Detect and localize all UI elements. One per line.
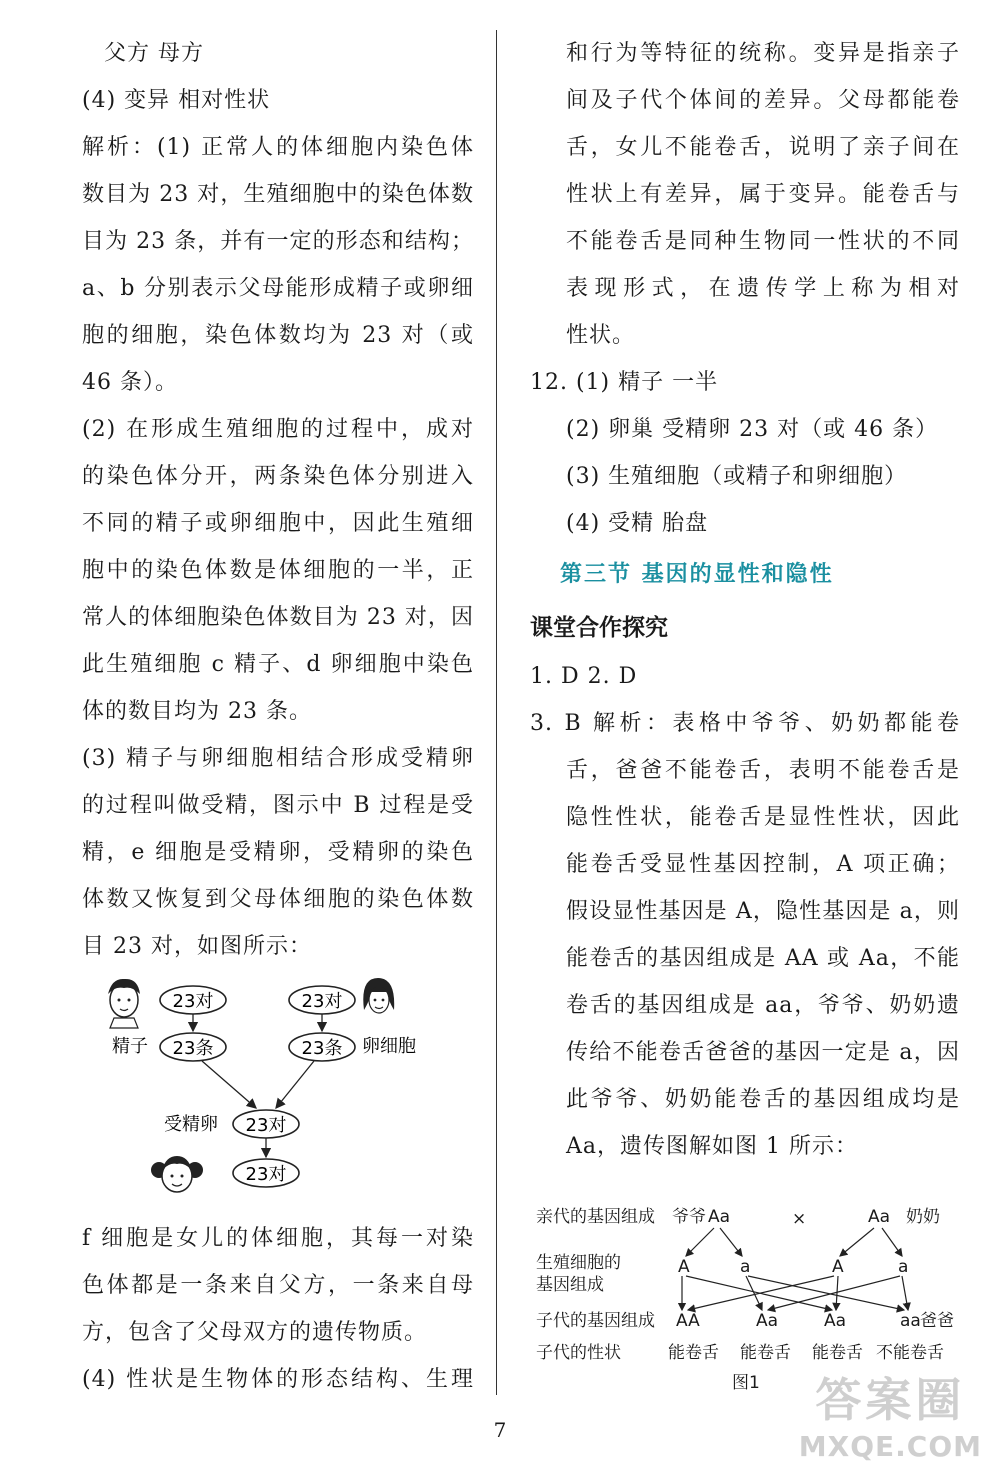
text-line: 能卷舌受显性基因控制，A 项正确； xyxy=(566,852,960,877)
text-line: 常人的体细胞染色体数目为 23 对，因 xyxy=(82,605,474,630)
arrow xyxy=(902,1276,908,1310)
text-line: 胞的细胞，染色体数均为 23 对（或 xyxy=(82,323,474,348)
zygote-label: 受精卵 xyxy=(164,1114,218,1135)
oval-daughter-cell-text: 23对 xyxy=(245,1164,287,1185)
text-line: (4) 性状是生物体的形态结构、生理 xyxy=(82,1367,474,1392)
figure-caption: 图1 xyxy=(732,1373,760,1393)
text-line: 性状上有差异，属于变异。能卷舌与 xyxy=(566,182,960,207)
cross-symbol: × xyxy=(792,1209,807,1229)
arrow xyxy=(720,1228,742,1256)
gamete-a2: a xyxy=(898,1257,909,1277)
offspring-AA: AA xyxy=(676,1311,700,1331)
offspring-genotype-label: 子代的基因组成 xyxy=(536,1311,655,1331)
offspring-Aa2: Aa xyxy=(824,1311,847,1331)
mother-face-icon xyxy=(363,978,394,1013)
text-line: 体数又恢复到父母体细胞的染色体数 xyxy=(82,887,474,912)
oval-sperm-text: 23条 xyxy=(172,1038,214,1059)
text-line: 传给不能卷舌爸爸的基因一定是 a，因 xyxy=(566,1040,960,1065)
oval-zygote-text: 23对 xyxy=(245,1115,287,1136)
column-divider xyxy=(496,30,497,1395)
parent-genotype-label: 亲代的基因组成 xyxy=(536,1207,655,1227)
trait-2: 能卷舌 xyxy=(740,1343,791,1363)
text-line: 色体都是一条来自父方，一条来自母 xyxy=(82,1273,474,1298)
answer-1-2: 1. D 2. D xyxy=(530,664,638,689)
gamete-A1: A xyxy=(678,1257,690,1277)
section-heading: 课堂合作探究 xyxy=(530,615,668,641)
text-line: 精，e 细胞是受精卵，受精卵的染色 xyxy=(82,840,474,865)
sperm-label: 精子 xyxy=(112,1036,148,1057)
text-line: Aa，遗传图解如图 1 所示： xyxy=(566,1134,858,1159)
arrow xyxy=(882,1228,902,1256)
trait-4: 不能卷舌 xyxy=(876,1343,944,1363)
text-line: 父方 母方 xyxy=(104,41,204,66)
watermark xyxy=(799,1364,982,1463)
text-line: a、b 分别表示父母能形成精子或卵细 xyxy=(82,276,474,301)
text-line: 性状。 xyxy=(566,323,636,348)
text-line: 能卷舌的基因组成是 AA 或 Aa，不能 xyxy=(566,946,960,971)
oval-father-cell-text: 23对 xyxy=(172,991,214,1012)
text-line: (4) 变异 相对性状 xyxy=(82,88,271,113)
gamete-A2: A xyxy=(832,1257,844,1277)
trait-1: 能卷舌 xyxy=(668,1343,719,1363)
text-line: (2) 在形成生殖细胞的过程中，成对 xyxy=(82,417,474,442)
text-line: 体的数目均为 23 条。 xyxy=(82,699,312,724)
gamete-label: 生殖细胞的 xyxy=(536,1253,621,1273)
text-line: f 细胞是女儿的体细胞，其每一对染 xyxy=(82,1226,474,1251)
text-line: 假设显性基因是 A，隐性基因是 a，则 xyxy=(566,899,960,924)
text-line: 的染色体分开，两条染色体分别进入 xyxy=(82,464,474,489)
gamete-label: 基因组成 xyxy=(536,1275,604,1295)
text-line: 解析：(1) 正常人的体细胞内染色体 xyxy=(82,135,474,160)
answer-12: 12. (1) 精子 一半 xyxy=(530,370,719,395)
text-line: 方，包含了父母双方的遗传物质。 xyxy=(82,1320,428,1345)
text-line: 和行为等特征的统称。变异是指亲子 xyxy=(566,41,960,66)
text-line: 46 条）。 xyxy=(82,370,178,395)
text-line: (3) 生殖细胞（或精子和卵细胞） xyxy=(566,464,908,489)
left-column xyxy=(82,30,474,1403)
grandma-genotype: Aa xyxy=(868,1207,891,1227)
grandpa-label: 爷爷 xyxy=(672,1207,706,1227)
text-line: (4) 受精 胎盘 xyxy=(566,511,709,536)
page-number: 7 xyxy=(493,1418,507,1442)
egg-label: 卵细胞 xyxy=(362,1036,416,1057)
oval-mother-cell-text: 23对 xyxy=(301,991,343,1012)
trait-3: 能卷舌 xyxy=(812,1343,863,1363)
right-column xyxy=(530,30,960,1170)
text-line: 不能卷舌是同种生物同一性状的不同 xyxy=(566,229,960,254)
offspring-trait-label: 子代的性状 xyxy=(536,1343,621,1363)
text-line: 的过程叫做受精，图示中 B 过程是受 xyxy=(82,793,474,818)
text-line: 不同的精子或卵细胞中，因此生殖细 xyxy=(82,511,474,536)
chromosome-diagram xyxy=(82,970,474,1215)
arrow xyxy=(686,1228,714,1256)
oval-egg-text: 23条 xyxy=(301,1038,343,1059)
text-line: (3) 精子与卵细胞相结合形成受精卵 xyxy=(82,746,474,771)
answer-3: 3. B 解析：表格中爷爷、奶奶都能卷 xyxy=(530,711,960,736)
arrow xyxy=(840,1228,874,1256)
text-line: 卷舌的基因组成是 aa，爷爷、奶奶遗 xyxy=(566,993,960,1018)
grandma-label: 奶奶 xyxy=(906,1207,940,1227)
father-face-icon xyxy=(108,979,140,1028)
offspring-aa: aa xyxy=(900,1311,921,1331)
text-line: 数目为 23 对，生殖细胞中的染色体数 xyxy=(82,182,474,207)
section-title: 第三节 基因的显性和隐性 xyxy=(560,562,834,587)
text-line: 隐性性状，能卷舌是显性性状，因此 xyxy=(566,805,960,830)
dad-label: 爸爸 xyxy=(920,1311,954,1331)
text-line: 目为 23 条，并有一定的形态和结构； xyxy=(82,229,474,254)
gamete-a1: a xyxy=(740,1257,751,1277)
text-line: 表现形式，在遗传学上称为相对 xyxy=(566,276,960,301)
offspring-Aa1: Aa xyxy=(756,1311,779,1331)
watermark-url: MXQE.COM xyxy=(798,1430,982,1463)
arrow xyxy=(276,1061,314,1108)
arrow xyxy=(202,1061,256,1108)
watermark-logo: 答案圈 xyxy=(815,1373,966,1427)
text-line: 目 23 对，如图所示： xyxy=(82,934,312,959)
daughter-face-icon xyxy=(151,1156,203,1192)
text-line: 此生殖细胞 c 精子、d 卵细胞中染色 xyxy=(82,652,474,677)
text-line: 舌，爸爸不能卷舌，表明不能卷舌是 xyxy=(566,758,960,783)
text-line: (2) 卵巢 受精卵 23 对（或 46 条） xyxy=(566,417,939,442)
text-line: 间及子代个体间的差异。父母都能卷 xyxy=(566,88,960,113)
text-line: 舌，女儿不能卷舌，说明了亲子间在 xyxy=(566,135,960,160)
grandpa-genotype: Aa xyxy=(708,1207,731,1227)
text-line: 此爷爷、奶奶能卷舌的基因组成均是 xyxy=(566,1087,960,1112)
text-line: 胞中的染色体数是体细胞的一半，正 xyxy=(82,558,474,583)
chromosome-diagram-svg xyxy=(82,970,474,1215)
